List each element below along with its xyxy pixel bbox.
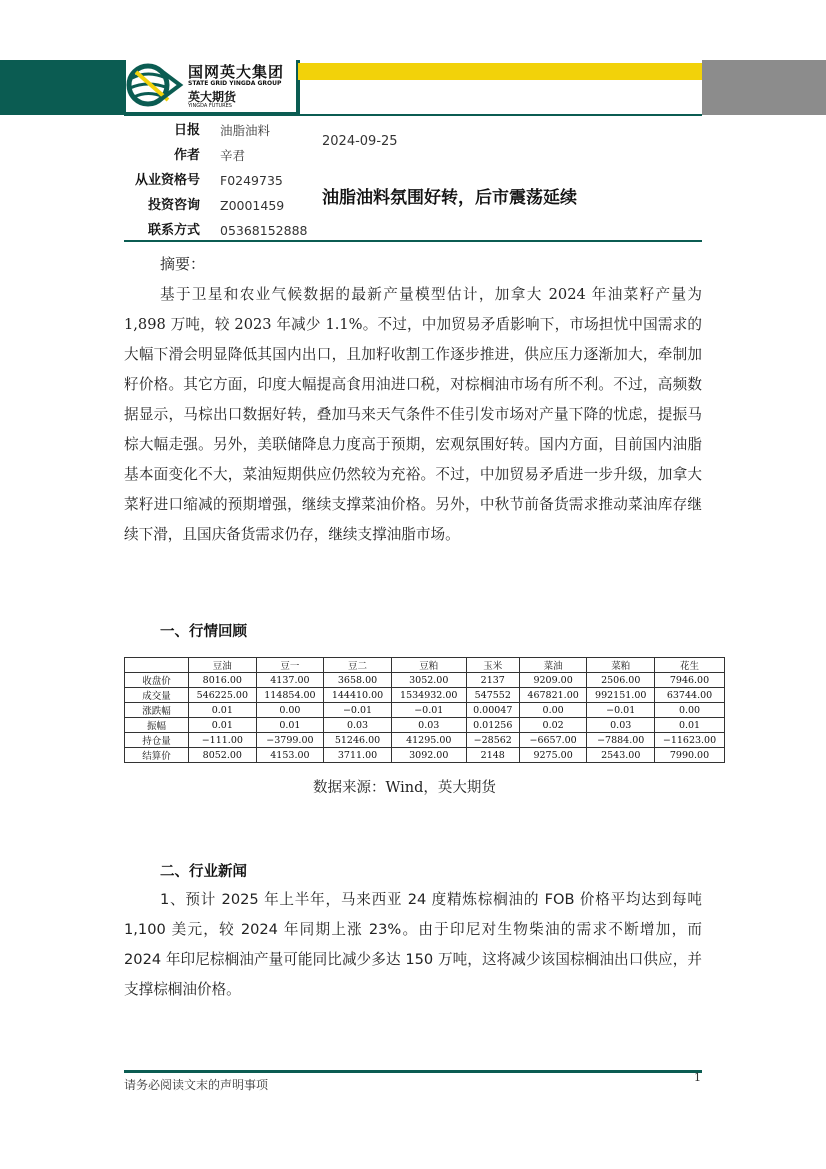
- group-name-en: STATE GRID YINGDA GROUP: [188, 80, 282, 87]
- table-row: [125, 718, 725, 733]
- info-label: 从业资格号: [134, 173, 200, 188]
- table-cell: 992151.00: [587, 688, 655, 703]
- table-cell: 547552: [466, 688, 519, 703]
- table-header-row: [125, 658, 725, 673]
- table-cell: 3711.00: [324, 748, 392, 763]
- table-row: [125, 673, 725, 688]
- table-cell: 0.01: [655, 718, 725, 733]
- globe-logo-icon: [126, 58, 186, 112]
- header-rule: [124, 114, 702, 116]
- table-cell: 振幅: [125, 718, 189, 733]
- table-cell: 3052.00: [391, 673, 466, 688]
- info-value: 油脂油料: [220, 123, 271, 138]
- info-label: 投资咨询: [147, 198, 200, 213]
- table-cell: 4153.00: [256, 748, 324, 763]
- table-header-cell: 豆油: [189, 658, 257, 673]
- table-cell: 114854.00: [256, 688, 324, 703]
- company-logo: [126, 58, 296, 112]
- data-source-note: 数据来源：Wind，英大期货: [313, 780, 496, 796]
- table-cell: 0.03: [324, 718, 392, 733]
- report-date: 2024-09-25: [322, 134, 398, 149]
- table-cell: 0.00: [519, 703, 587, 718]
- table-cell: −3799.00: [256, 733, 324, 748]
- table-cell: 63744.00: [655, 688, 725, 703]
- table-cell: −111.00: [189, 733, 257, 748]
- disclaimer-note: 请务必阅读文末的声明事项: [124, 1078, 269, 1092]
- table-cell: −6657.00: [519, 733, 587, 748]
- info-label: 日报: [173, 123, 200, 138]
- abstract-text: 基于卫星和农业气候数据的最新产量模型估计，加拿大 2024 年油菜籽产量为 1,898 万吨，较 2023 年减少 1.1%。不过，中加贸易矛盾影响下，市场担忧中国需求的大幅下滑会明显降低其国内出口，且加籽收割工作逐步推进，供应压力逐渐加大，牵制加籽价格。其它方面，印度大幅提高食用油进口税，对棕榈油市场有所不利。不过，高频数据显示，马棕出口数据好转，叠加马来天气条件不佳引发市场对产量下降的忧虑，提振马棕大幅走强。另外，美联储降息力度高于预期，宏观氛围好转。国内方面，目前国内油脂基本面变化不大，菜油短期供应仍然较为充裕。不过，中加贸易矛盾进一步升级，加拿大菜籽进口缩减的预期增强，继续支撑菜油价格。另外，中秋节前备货需求推动菜油库存继续下滑，且国庆备货需求仍存，继续支撑油脂市场。: [124, 286, 702, 543]
- section-heading-market-review: 一、行情回顾: [160, 624, 247, 640]
- table-cell: 2543.00: [587, 748, 655, 763]
- table-row: [125, 733, 725, 748]
- info-value: Z0001459: [220, 198, 285, 213]
- info-value: 辛君: [220, 148, 246, 163]
- table-cell: 持仓量: [125, 733, 189, 748]
- table-row: [125, 688, 725, 703]
- table-cell: 9209.00: [519, 673, 587, 688]
- table-cell: 0.01: [189, 718, 257, 733]
- table-cell: 0.00: [256, 703, 324, 718]
- page-number: 1: [694, 1071, 701, 1084]
- table-cell: 2148: [466, 748, 519, 763]
- table-cell: 7990.00: [655, 748, 725, 763]
- market-table: [124, 657, 725, 763]
- table-header-cell: 豆粕: [391, 658, 466, 673]
- table-header-cell: 玉米: [466, 658, 519, 673]
- news-item-1: 1、预计 2025 年上半年，马来西亚 24 度精炼棕榈油的 FOB 价格平均达到每吨 1,100 美元，较 2024 年同期上涨 23%。由于印尼对生物柴油的需求不断增加，而 2024 年印尼棕榈油产量可能同比减少多达 150 万吨，这将减少该国棕榈油出口供应，并支撑棕榈油价格。: [124, 891, 702, 998]
- table-cell: 41295.00: [391, 733, 466, 748]
- table-header-cell: 花生: [655, 658, 725, 673]
- header-band-yellow: [298, 63, 702, 80]
- table-header-cell: 豆二: [324, 658, 392, 673]
- table-cell: 2506.00: [587, 673, 655, 688]
- table-cell: 0.02: [519, 718, 587, 733]
- table-cell: 467821.00: [519, 688, 587, 703]
- table-cell: −28562: [466, 733, 519, 748]
- table-cell: 0.01256: [466, 718, 519, 733]
- table-cell: 涨跌幅: [125, 703, 189, 718]
- info-value: F0249735: [220, 173, 283, 188]
- table-cell: 成交量: [125, 688, 189, 703]
- report-title: 油脂油料氛围好转，后市震荡延续: [322, 188, 577, 208]
- header-band-gray: [702, 60, 826, 115]
- table-header-cell: 菜粕: [587, 658, 655, 673]
- table-row: [125, 748, 725, 763]
- table-cell: −0.01: [324, 703, 392, 718]
- table-cell: 4137.00: [256, 673, 324, 688]
- group-name: 国网英大集团: [188, 63, 285, 81]
- table-row: [125, 703, 725, 718]
- info-value: 05368152888: [220, 223, 308, 238]
- company-name-en: YINGDA FUTURES: [188, 103, 232, 109]
- table-cell: 收盘价: [125, 673, 189, 688]
- table-header-cell: 豆一: [256, 658, 324, 673]
- table-cell: −7884.00: [587, 733, 655, 748]
- table-cell: 144410.00: [324, 688, 392, 703]
- section-heading-industry-news: 二、行业新闻: [160, 864, 247, 880]
- table-cell: 0.00047: [466, 703, 519, 718]
- table-cell: 3092.00: [391, 748, 466, 763]
- table-cell: 546225.00: [189, 688, 257, 703]
- info-label: 作者: [173, 148, 200, 163]
- table-cell: 0.00: [655, 703, 725, 718]
- table-cell: 9275.00: [519, 748, 587, 763]
- table-cell: −11623.00: [655, 733, 725, 748]
- info-rule: [124, 240, 702, 242]
- table-cell: −0.01: [391, 703, 466, 718]
- table-cell: 3658.00: [324, 673, 392, 688]
- footer-rule: [124, 1070, 702, 1073]
- table-cell: 结算价: [125, 748, 189, 763]
- table-cell: 51246.00: [324, 733, 392, 748]
- table-cell: 8052.00: [189, 748, 257, 763]
- table-cell: 1534932.00: [391, 688, 466, 703]
- table-header-cell: 菜油: [519, 658, 587, 673]
- table-cell: 7946.00: [655, 673, 725, 688]
- table-cell: 0.03: [587, 718, 655, 733]
- table-cell: 0.01: [189, 703, 257, 718]
- table-cell: 0.01: [256, 718, 324, 733]
- abstract-heading: 摘要：: [160, 255, 206, 273]
- table-header-cell: [125, 658, 189, 673]
- company-name: 英大期货: [188, 90, 237, 104]
- table-cell: 0.03: [391, 718, 466, 733]
- table-cell: −0.01: [587, 703, 655, 718]
- table-cell: 2137: [466, 673, 519, 688]
- info-label: 联系方式: [147, 223, 200, 238]
- table-cell: 8016.00: [189, 673, 257, 688]
